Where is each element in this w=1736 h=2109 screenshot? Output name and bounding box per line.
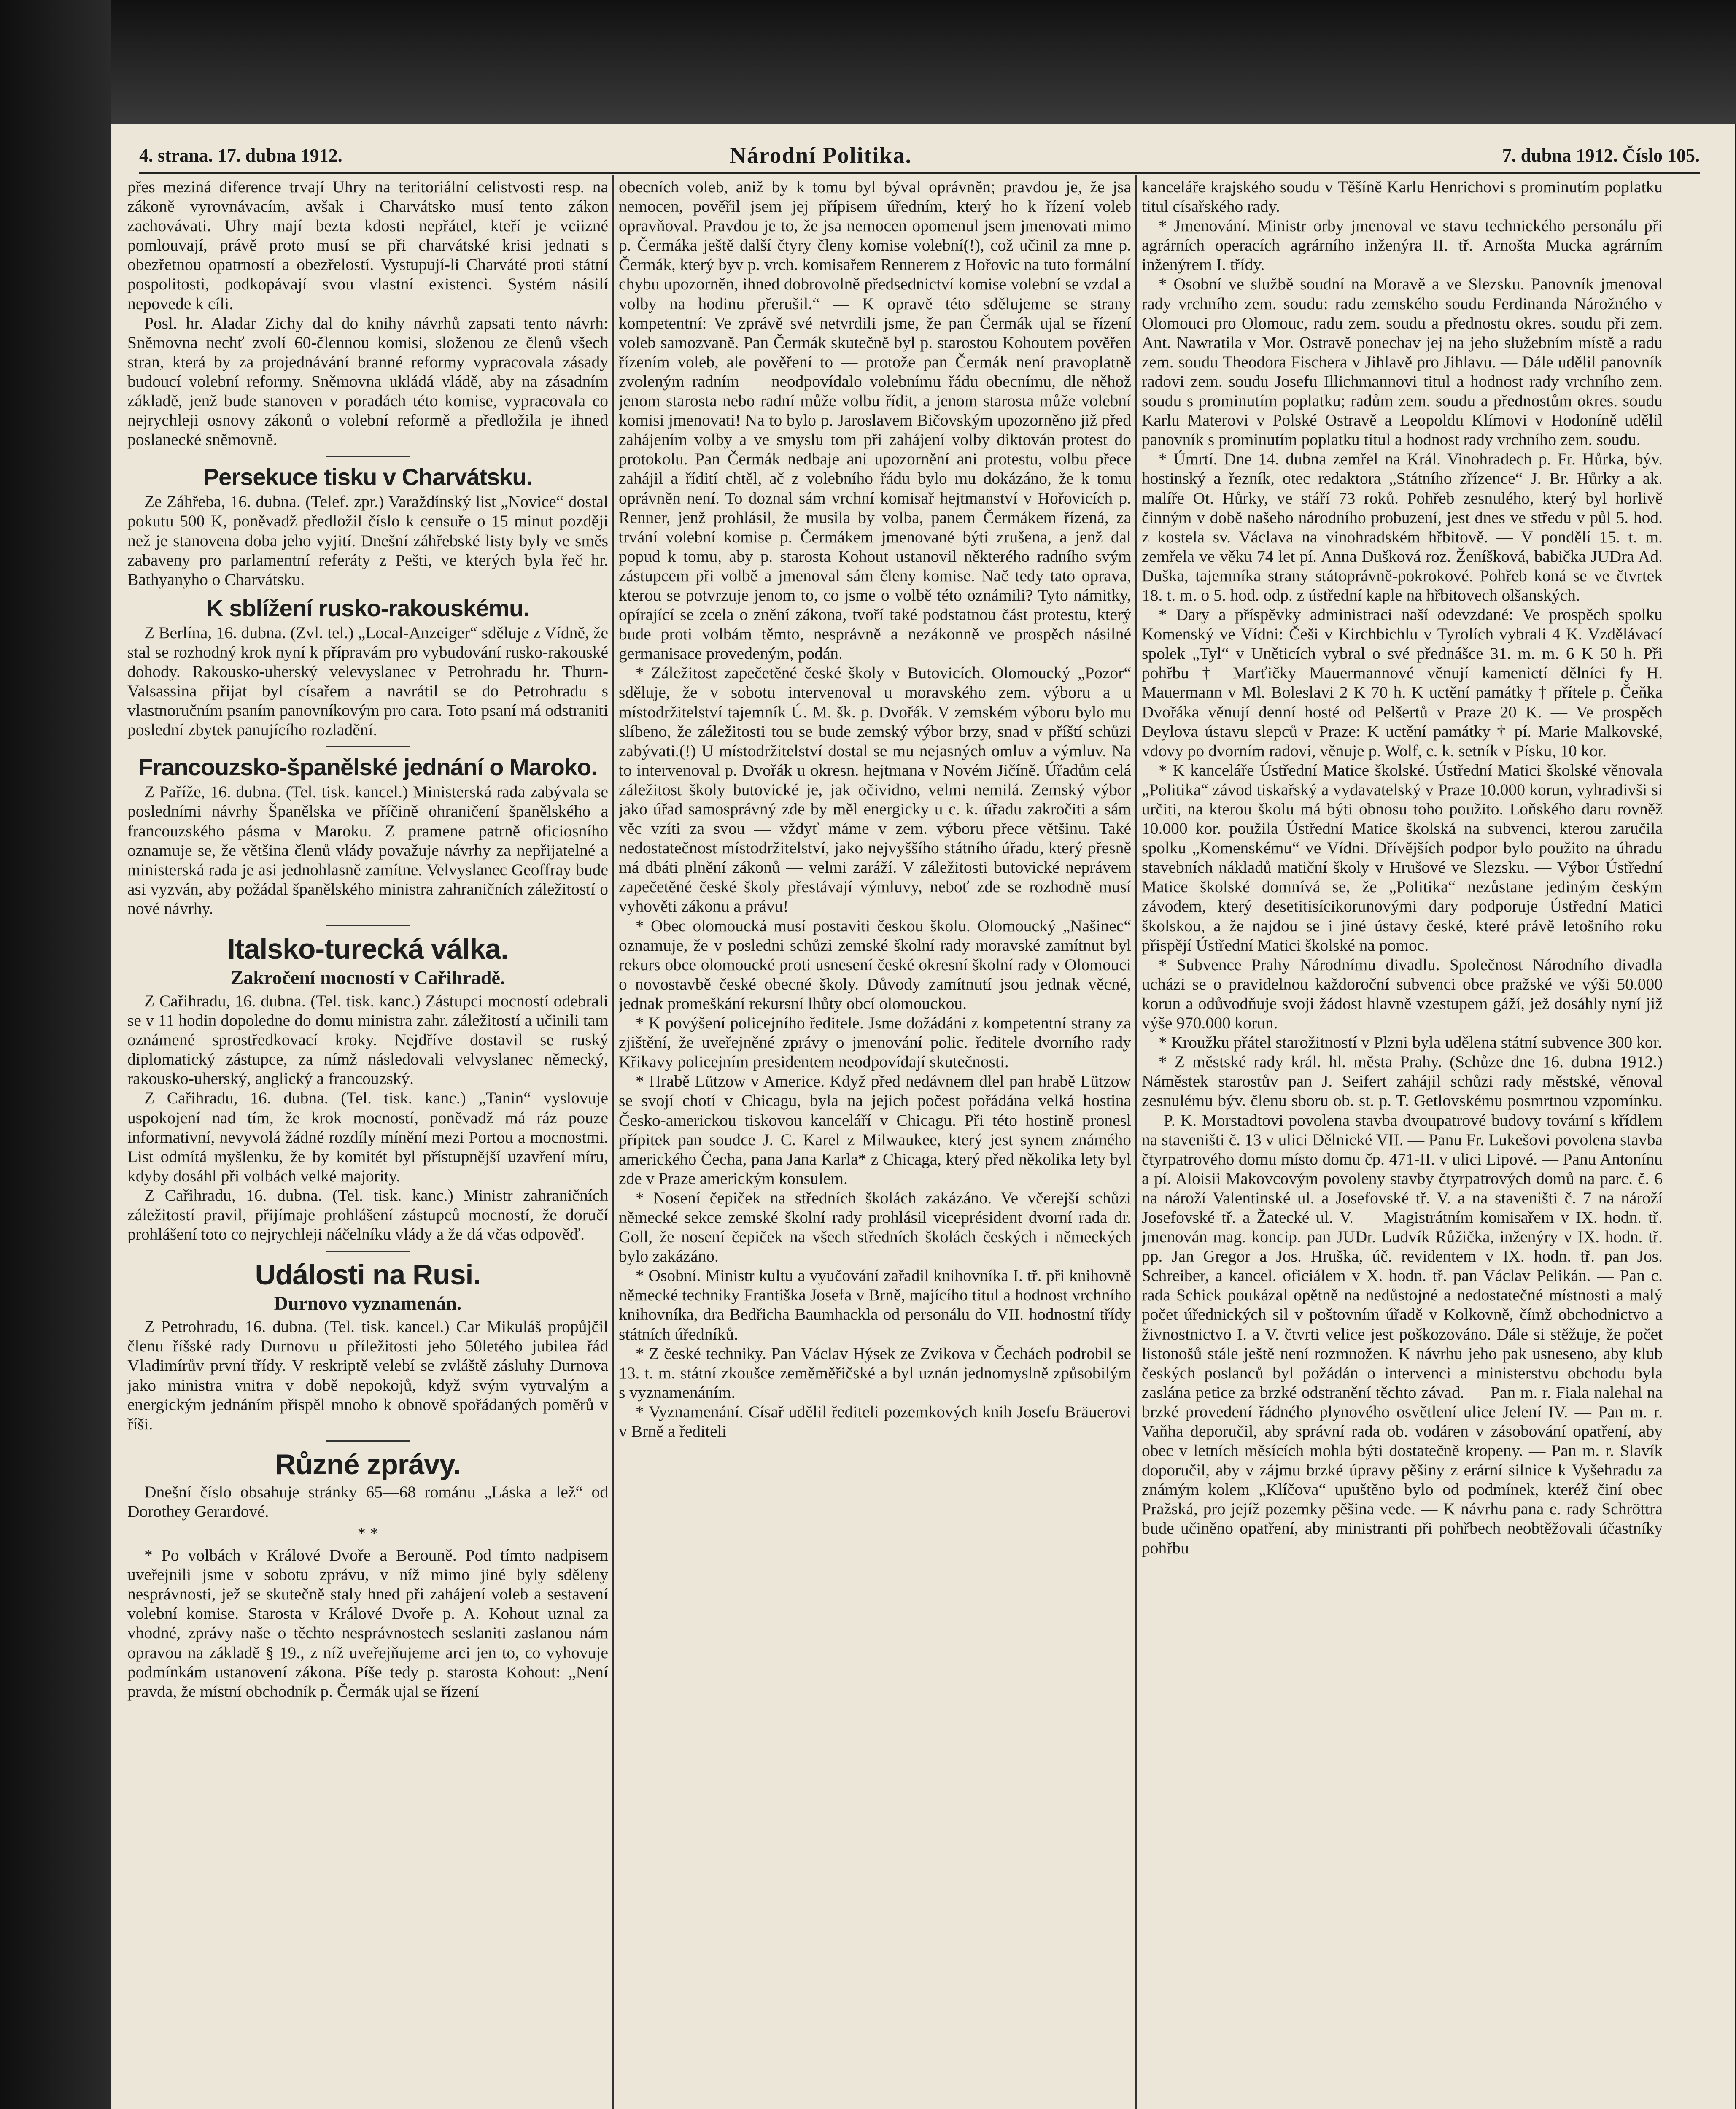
column-2 [619, 177, 1131, 2109]
article-heading: Italsko-turecká válka. [227, 933, 508, 965]
article-text: * Dary a příspěvky administraci naší odevzdané: Ve prospěch spolku Komenský ve Vídni: Češi v Kirchbichlu v Tyrolích vybrali 4 K. Vzdělávací spolek „Tyl“ v Uněticích vybral o své přednášce 31. m. m. 6 K 50 h. Při pohřbu † Marťičky Mauermannové věnují kamenictí dělníci fy H. Mauermann v Ml. Boleslavi 2 K 70 h. K uctění památky † přítele p. Čeňka Dvořáka věnují denní hosté od Pelšertů v Praze 20 K. — Ve prospěch Deylova ústavu slepců v Praze: K uctění památky † pí. Marie Malkovské, vdovy po dvorním radovi, věnuje p. Wolf, c. k. setník v Písku, 10 kor. [1142, 605, 1663, 760]
newspaper-title: Národní Politika. [730, 143, 912, 168]
scan-top-edge [0, 0, 1736, 124]
column-divider [1135, 175, 1137, 2109]
article-text: Z Cařihradu, 16. dubna. (Tel. tisk. kanc.) Ministr zahraničních záležitostí pravil, přijímaje prohlášení zástupců mocností, že doručí prohlášení toto co nejrychleji náčelníku vlády a že dá včas odpověď. [127, 1186, 608, 1244]
article-text: Z Paříže, 16. dubna. (Tel. tisk. kancel.) Ministerská rada zabývala se posledními návrhy Španělska ve příčině ohraničení španělského a francouzského pásma v Maroku. Z pramene patrně oficiosního oznamuje se, že většina členů vlády považuje návrhy za nepřijatelné a ministerská rada je asi jednohlasně zamítne. Velvyslanec Geoffray bude asi vyzván, aby požádal španělského ministra zahraničních záležitostí o nové návrhy. [127, 782, 608, 918]
column-3 [1142, 177, 1663, 2109]
divider [326, 925, 410, 926]
divider [326, 456, 410, 457]
article-subheading: Zakročení mocností v Cařihradě. [230, 967, 505, 988]
article-text: Z Cařihradu, 16. dubna. (Tel. tisk. kanc.) „Tanin“ vyslovuje uspokojení nad tím, že krok mocností, poněvadž má ráz pouze informativní, nevyvolá žádné rozdíly mínění mezi Portou a mocnostmi. List odmítá myšlenku, že by komitét byl přístupnější uzavření míru, kdyby dosáhl při volbách velké majority. [127, 1089, 608, 1185]
article-text: * Z městské rady král. hl. města Prahy. (Schůze dne 16. dubna 1912.) Náměstek starostův pan J. Seifert zahájil schůzi rady městské, věnoval zesnulému býv. členu sboru ob. st. p. T. Getlovskému posmrtnou vzpomínku. — P. K. Morstadtovi povolena stavba dvoupatrové budovy tovární s křídlem na staveništi č. 13 v ulici Dělnické VII. — Panu Fr. Lukešovi povolena stavba čtyrpatrového domu místo domu čp. 471-II. v ulici Lipové. — Panu Antonínu a pí. Aloisii Makovcovým povoleny stavby čtyrpatrových domů na parc. č. 6 na nároží Valentinské ul. a Josefovské tř. V. a na staveništi č. 7 na nároží Josefovské tř. a Žatecké ul. V. — Magistrátním komisařem v IX. hodn. tř. jmenován mag. koncip. pan JUDr. Ludvík Růžička, inženýry v IX. hodn. tř. pp. Jan Gregor a Jos. Hruška, úč. revidentem v IX. hodn. tř. pan Jos. Schreiber, a kancel. oficiálem v X. hodn. tř. pan Václav Pelikán. — Pan c. rada Schick poukázal opětně na nedůstojné a nedostatečné místnosti a malý počet úřednických sil v poštovním úřadě v Kolkovně, čímž obchodnictvo a živnostnictvo I. a V. čtvrti velice jest poškozováno. Dále si stěžuje, že počet listonošů stále ještě není rozmnožen. K návrhu jeho pak usneseno, aby klub českých poslanců byl požádán o intervenci a ministerstvu obchodu byla zaslána petice za brzké odstranění těchto závad. — Pan m. r. Fiala nalehal na brzké provedení řádného plynového osvětlení ulice Jelení IV. — Pan m. r. Vaňha deporučil, aby správní rada ob. vodáren v zásobování opatření, aby obec v letních měsících mohla býti dostatečně kropeny. — Pan m. r. Slavík doporučil, aby v zájmu brzké úpravy pěšiny z erární silnice k Vyšehradu za známým kolem „Klíčova“ upuštěno bylo od podmínek, kteréž činí obec Pražská, pro jejíž pozemky pěšina vede. — K návrhu pana c. rady Schröttra bude učiněno opatření, aby ministranti při pohřbech neobtěžovali účastníky pohřbu [1142, 1052, 1663, 1557]
scan-left-edge [0, 0, 111, 2109]
article-text: * Po volbách v Králové Dvoře a Berouně. Pod tímto nadpisem uveřejnili jsme v sobotu zprávu, v níž mimo jiné byly sděleny nesprávnosti, jež se skutečně staly hned při zahájení voleb a sestavení volební komise. Starosta v Králové Dvoře p. A. Kohout uznal za vhodné, zprávy naše o těchto nesprávnostech seslaniti zaslanou nám opravou na základě § 19., z níž uveřejňujeme arci jen to, co vyhovuje podmínkám ustanovení zákona. Píše tedy p. starosta Kohout: „Není pravda, že místní obchodník p. Čermák ujal se řízení [127, 1546, 608, 1701]
article-text: Posl. hr. Aladar Zichy dal do knihy návrhů zapsati tento návrh: Sněmovna nechť zvolí 60-člennou komisi, složenou ze členů všech stran, která by za projednávání branné reformy vypracovala zásady budoucí volební reformy. Sněmovna ukládá vládě, aby na zásadním základě, jenž bude stanoven v poradách této komise, vypracovala co nejrychleji osnovy zákonů o volební reformě a předložila je ihned poslanecké sněmovně. [127, 313, 608, 449]
divider [326, 1440, 410, 1442]
article-text: * Záležitost zapečetěné české školy v Butovicích. Olomoucký „Pozor“ sděluje, že v sobotu intervenoval u moravského zem. výboru a u místodržitelství tajemník Ú. M. šk. p. Dvořák. V zemském výboru bylo mu slíbeno, že záležitosti tou se bude zemský výbor brzy, snad v příští schůzi zabývati.(!) U místodržitelství dostal se mu nejasných omluv a výmluv. Na to intervenoval p. Dvořák u okresn. hejtmana v Novém Jičíně. Úřadům celá záležitost školy butovické je, jak očividno, velmi nemilá. Zemský výbor jako úřad samosprávný zde by měl energicky u c. k. úřadu zakročiti a sám věc vzíti za svou — vždyť máme v zem. výboru přece většinu. Také nedostatečnost místodržitelství, jako nejvyššího státního úřadu, který přesně má dbáti plnění zákonů — velmi zaráží. V záležitosti butovické neprávem zapečetěné české školy přestávají výmluvy, neboť zde se rozhodně musí vyhověti zákonu a právu! [619, 663, 1131, 916]
article-text: * Jmenování. Ministr orby jmenoval ve stavu technického personálu při agrárních operacích agrárního inženýra II. tř. Arnošta Mucka agrárním inženýrem I. třídy. [1142, 216, 1663, 274]
article-text: * K kanceláře Ústřední Matice školské. Ústřední Matici školské věnovala „Politika“ závod tiskařský a vydavatelský v Praze 10.000 korun, vyhradivši si určiti, na kterou školu má býti obnosu toho použito. Loňského daru rovněž 10.000 kor. použila Ústřední Matice školská na subvenci, kterou zaručila spolku „Komenskému“ ve Vídni. Dřívějších podpor bylo použito na úhradu stavebních nákladů matiční školy v Hrušové ve Slezsku. — Výbor Ústřední Matice školské domnívá se, že „Politika“ nezůstane jediným českým závodem, který desetitisícikorunovými dary podporuje Ústřední Matici školskou, a že najdou se i jiné ústavy české, které právě letošního roku přispějí Ústřední Matici školské na pomoc. [1142, 761, 1663, 955]
article-text: * Kroužku přátel starožitností v Plzni byla udělena státní subvence 300 kor. [1159, 1033, 1662, 1052]
section-stars: * * [357, 1524, 378, 1543]
article-text: obecních voleb, aniž by k tomu byl býval oprávněn; pravdou je, že jsa nemocen, pověřil jsem jej přípisem úředním, který ho k řízení voleb opravňoval. Pravdou je to, že jsa nemocen opomenul jsem jmenovati mimo p. Čermáka ještě další čtyry členy komise volební(!), což učinil za mne p. Čermák, který byv p. vrch. komisařem Rennerem z Hořovic na tuto formální chybu upozorněn, ihned dobrovolně předsednictví komise volební se vzdal a volby na hodinu přerušil.“ — K opravě této sdělujeme se strany kompetentní: Ve zprávě své netvrdili jsme, že pan Čermák ujal se řízení voleb samozvaně. Pan Čermák skutečně byl p. starostou Kohoutem pověřen řízením voleb, ale pověření to — protože pan Čermák není pravoplatně zvoleným radním — neodpovídalo volebnímu řádu obecnímu, dle něhož jenom starosta nebo radní může volbu řídit, a jenom starosta může volební komisi jmenovati! Na to bylo p. Jaroslavem Bičovským upozorněno již před zahájením volby a ve smyslu tom při zahájení volby diktován protest do protokolu. Pan Čermák nedbaje ani upozornění ani protestu, volbu přece zahájil a řídití chtěl, ač z volebního řádu bylo mu dokázáno, že k tomu oprávněn není. To doznal sám vrchní komisař hejtmanství v Hořovicích p. Renner, jenž prohlásil, že musila by volba, panem Čermákem řízená, za trvání volební komise p. Čermákem jmenované býti zrušena, a jenž dal popud k tomu, aby p. starosta Kohout ustanovil některého radního svým zástupcem při volbě a jmenoval sám členy komise. Nač tedy tato oprava, kterou se potvrzuje jenom to, co jsme o volbě této oznámili? Tyto námitky, opírající se zcela o znění zákona, tvoří také podstatnou část protestu, který bude proti volbám těmto, nesprávně a nezákonně ve prospěch násilné germanisace provedeným, podán. [619, 178, 1131, 663]
divider [326, 746, 410, 747]
article-text: * Obec olomoucká musí postaviti českou školu. Olomoucký „Našinec“ oznamuje, že v posledni schůzi zemské školní rady moravské zamítnut byl rekurs obce olomoucké proti usnesení české okresní školní rady v Olomouci o novostavbě české obecné školy. Důvody zamítnutí jsou jednak věcné, jednak promeškání rekursní lhůty obcí olomouckou. [619, 916, 1131, 1013]
section-heading: Různé zprávy. [275, 1448, 461, 1481]
article-text: Z Petrohradu, 16. dubna. (Tel. tisk. kancel.) Car Mikuláš propůjčil členu říšské rady Durnovu u příležitosti jeho 50letého jubilea řád Vladimírův první třídy. V reskriptě velebí se zvláště zásluhy Durnova jako ministra vnitra v době nepokojů, když svým vytrvalým a energickým jednáním přispěl mnoho k obnově spořádaných poměrů v říši. [127, 1317, 608, 1433]
article-text: * Subvence Prahy Národnímu divadlu. Společnost Národního divadla ucházi se o pravidelnou každoroční subvenci obce pražské ve výši 50.000 korun a odůvodňuje svoji žádost hlavně vzestupem gáží, jež dosáhly nyní již výše 970.000 korun. [1142, 955, 1663, 1033]
article-text: * Nosení čepiček na středních školách zakázáno. Ve včerejší schůzi německé sekce zemské školní rady prohlásil viceprésident dvorní rada dr. Goll, že nosení čepiček na všech středních školách českých i německých bylo zakázáno. [619, 1188, 1131, 1266]
divider [326, 1251, 410, 1252]
article-text: přes meziná diference trvají Uhry na teritoriální celistvosti resp. na zákoně vyrovnávacím, avšak i Charvátsko musí tento zákon zachovávati. Uhry mají bezta kdosti nepřátel, kteří je vciizné pomlouvají, právě proto musí se při charvátské krisi jednati s obezřetnou opatrností a obezřelostí. Vystupují-li Charváté proti státní pospolitosti, podkopávají svou vlastní existenci. Systém násilí nepovede k cíli. [127, 178, 608, 313]
newspaper-page [111, 124, 1735, 2109]
article-text: * K povýšení policejního ředitele. Jsme dožádáni z kompetentní strany za zjištění, že uveřejněné zprávy o jmenování polic. ředitele dvorního rady Křikavy policejním presidentem neodpovídají skutečnosti. [619, 1014, 1131, 1071]
article-text: * Úmrtí. Dne 14. dubna zemřel na Král. Vinohradech p. Fr. Hůrka, býv. hostinský a řezník, otec redaktora „Státního zřízence“ J. Br. Hůrky a ak. malíře Ot. Hůrky, ve stáří 73 roků. Pohřeb zesnulého, který byl horlivě činným v době našeho národního probuzení, jest dnes ve středu v půl 5. hod. z kostela sv. Václava na vinohradském hřbitově. — V pondělí 15. t. m. zemřela ve věku 74 let pí. Anna Dušková roz. Ženíšková, babička JUDra Ad. Duška, tajemníka strany státoprávně-pokrokové. Pohřeb koná se ve čtvrtek 18. t. m. o 5. hod. odp. z ústřední kaple na hřbitovech olšanských. [1142, 450, 1663, 604]
article-text: * Hrabě Lützow v Americe. Když před nedávnem dlel pan hrabě Lützow se svojí chotí v Chicagu, byla na jejich počest pořádána velká hostina Česko-americkou tiskovou kanceláří v Chicagu. Při této hostině pronesl přípitek pan soudce J. C. Karel z Milwaukee, který jest synem známého amerického Čecha, pana Jana Karla* z Chicaga, který před několika lety byl zde v Praze americkým konsulem. [619, 1072, 1131, 1188]
article-text: Dnešní číslo obsahuje stránky 65—68 románu „Láska a lež“ od Dorothey Gerardové. [127, 1482, 608, 1521]
article-text: * Vyznamenání. Císař udělil řediteli pozemkových knih Josefu Bräuerovi v Brně a řediteli [619, 1402, 1131, 1440]
article-text: Ze Záhřeba, 16. dubna. (Telef. zpr.) Varaždínský list „Novice“ dostal pokutu 500 K, poněvadž předložil číslo k censuře o 15 minut později než je stanovena doba jeho vyjití. Dnešní záhřebské listy byly ve směs zabaveny pro parlamentní referáty z Pešti, ve kterých byla řeč hr. Bathyanyho o Charvátsku. [127, 492, 608, 589]
column-divider [612, 175, 614, 2109]
header-issue-info: 7. dubna 1912. Číslo 105. [1502, 145, 1700, 166]
page-header [139, 142, 1700, 174]
article-subheading: Durnovo vyznamenán. [274, 1292, 462, 1314]
article-text: Z Berlína, 16. dubna. (Zvl. tel.) „Local-Anzeiger“ sděluje z Vídně, že stal se rozhodný krok nyní k přípravám pro vybudování rusko-rakouské dohody. Rakousko-uherský velevyslanec v Petrohradu hr. Thurn-Valsassina přijat byl císařem a navrátil se do Petrohradu s vlastnoručním psaním panovníkovým pro cara. Toto psaní má odstraniti poslední zbytek panujícího rozladění. [127, 623, 608, 739]
article-text: * Z české techniky. Pan Václav Hýsek ze Zvikova v Čechách podrobil se 13. t. m. státní zkoušce zeměměřičské a byl uznán jednomyslně způsobilým s vyznamenáním. [619, 1344, 1131, 1402]
article-text: * Osobní. Ministr kultu a vyučování zařadil knihovníka I. tř. při knihovně německé techniky Františka Josefa v Brně, majícího titul a hodnost vrchního knihovníka, dra Bedřicha Baumhackla od personálu do VII. hodnostní třídy státních úředníků. [619, 1266, 1131, 1343]
article-text: kanceláře krajského soudu v Těšíně Karlu Henrichovi s prominutím poplatku titul císařského rady. [1142, 178, 1663, 216]
article-heading: K sblížení rusko-rakouskému. [206, 594, 529, 621]
article-text: * Osobní ve službě soudní na Moravě a ve Slezsku. Panovník jmenoval rady vrchního zem. soudu: radu zemského soudu Ferdinanda Nárožného v Olomouci pro Olomouc, radu zem. soudu a přednostu okres. soudu při zem. Ant. Nawratila v Mor. Ostravě ponechav jej na jeho služebním místě a radu zem. soudu Theodora Fischera v Jihlavě pro Jihlavu. — Dále udělil panovník radovi zem. soudu Josefu Illichmannovi titul a hodnost rady vrchního zem. soudu s prominutím poplatku; radům zem. soudu a přednostům okres. soudu Karlu Materovi v Polské Ostravě a Leopoldu Klímovi v Hodoníně udělil panovník s prominutím poplatku titul a hodnost rady vrchního zem. soudu. [1142, 275, 1663, 449]
column-1 [127, 177, 608, 2109]
article-heading: Události na Rusi. [255, 1259, 481, 1291]
header-page-info: 4. strana. 17. dubna 1912. [139, 145, 342, 166]
article-text: Z Cařihradu, 16. dubna. (Tel. tisk. kanc.) Zástupci mocností odebrali se v 11 hodin dopoledne do domu ministra zahr. záležitostí a učinili tam oznámené sprostředkovací kroky. Nejdříve dostavil se ruský diplomatický zástupce, za nímž následovali velvyslanec německý, rakousko-uherský, anglický a francouzský. [127, 992, 608, 1088]
article-heading: Francouzsko-španělské jednání o Maroko. [138, 754, 597, 781]
article-heading: Persekuce tisku v Charvátsku. [203, 464, 533, 491]
